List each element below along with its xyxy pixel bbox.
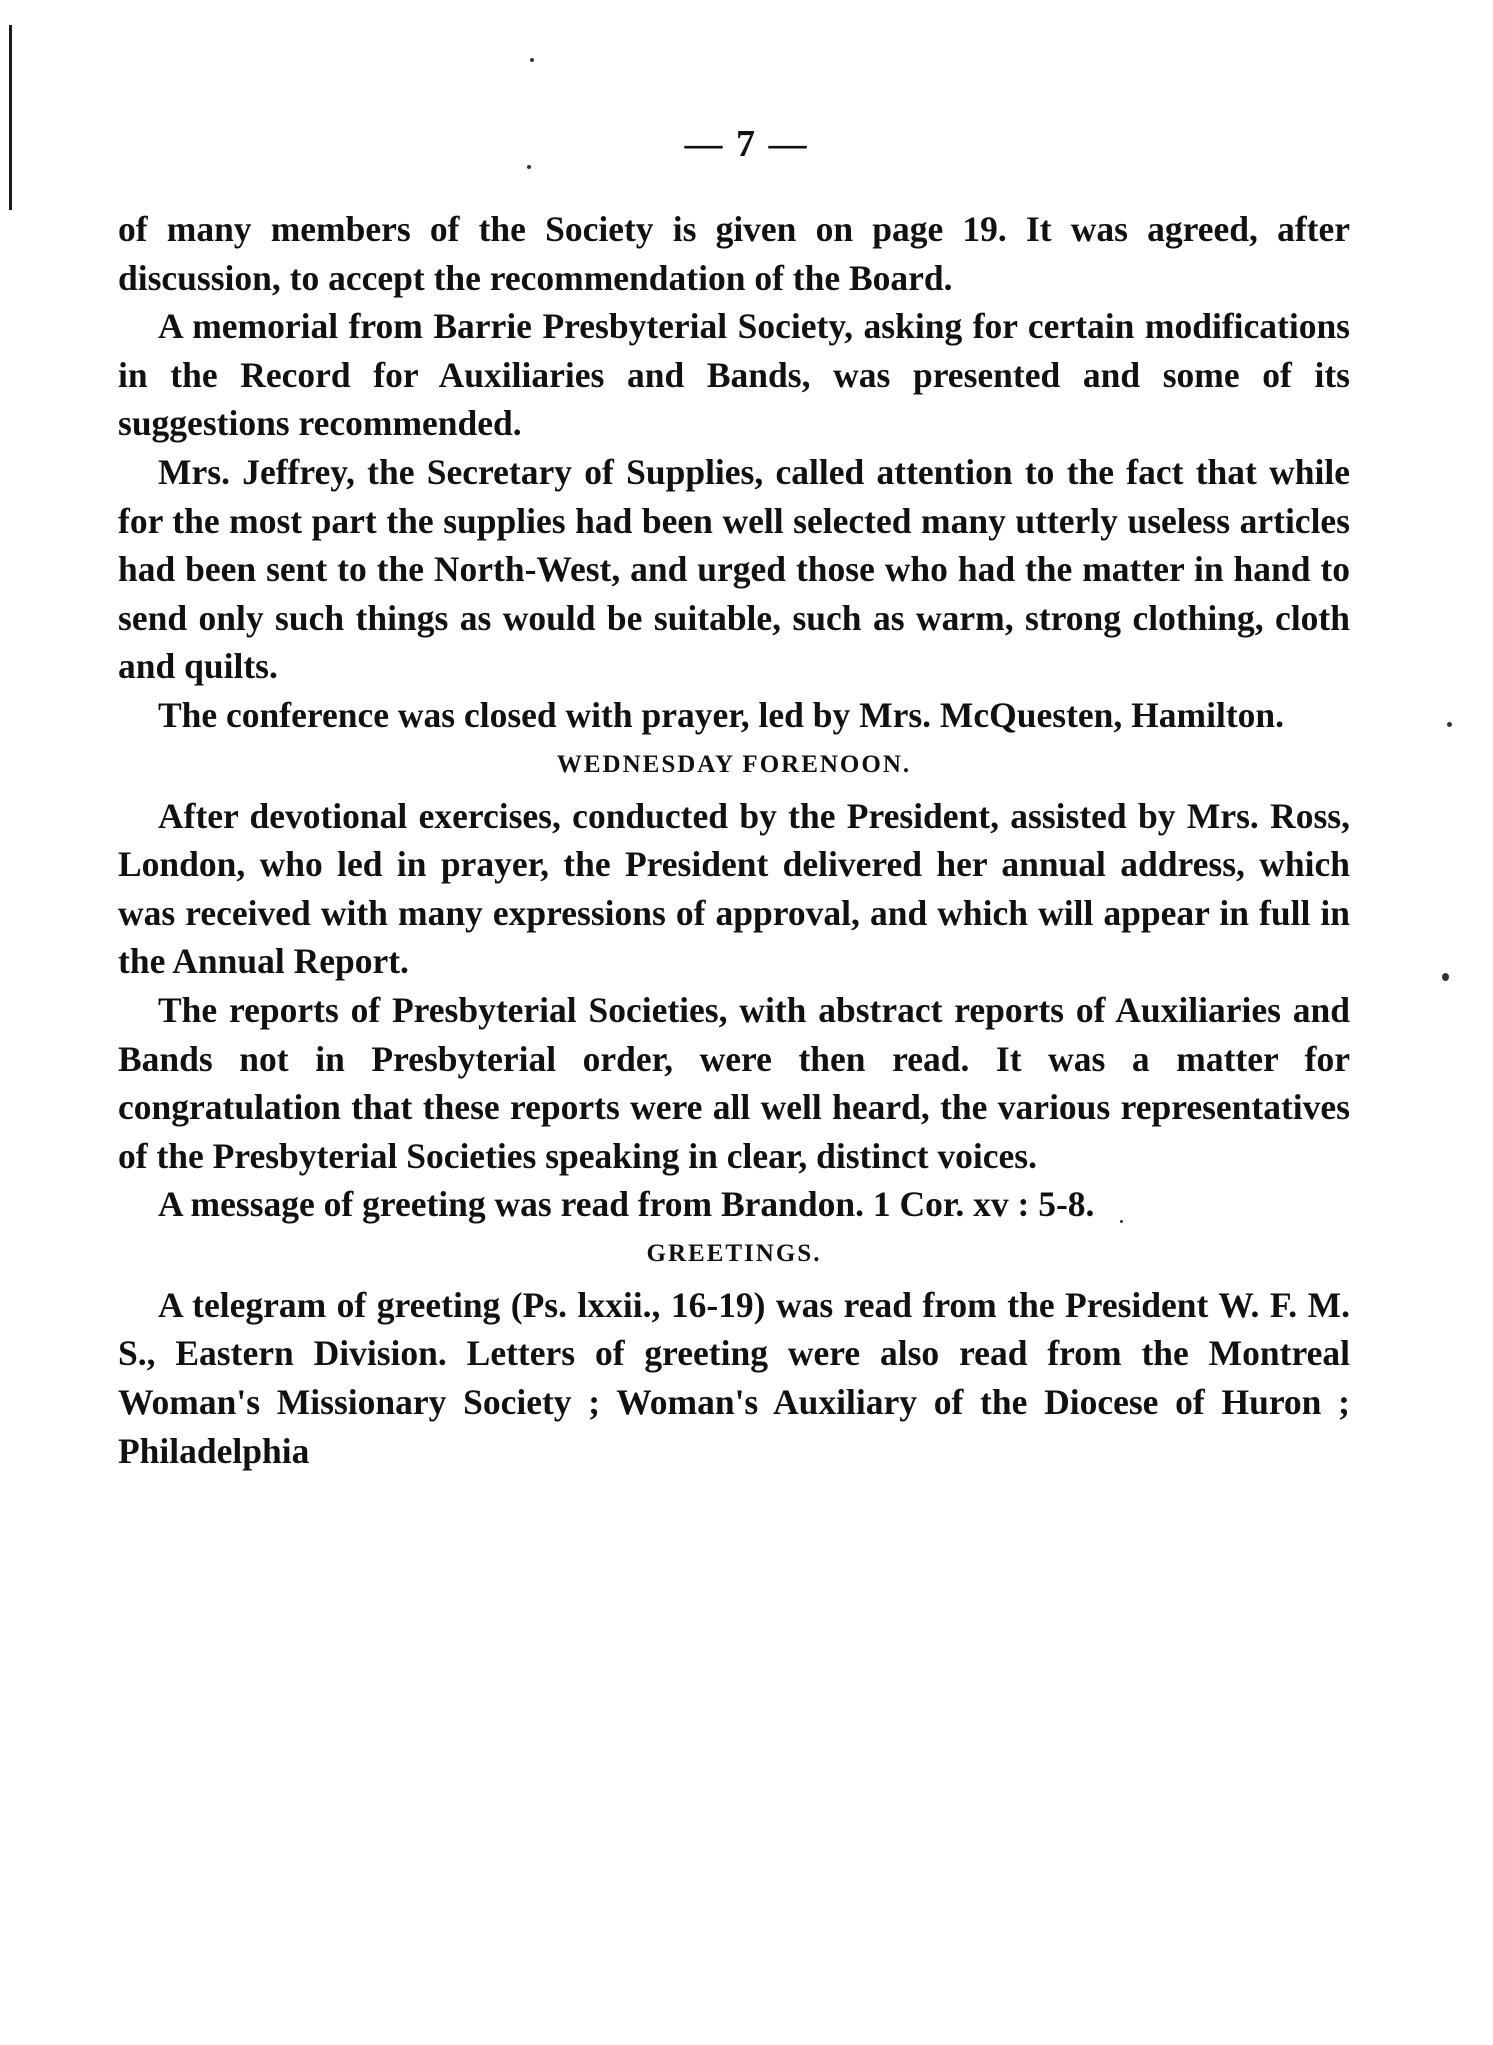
paragraph: Mrs. Jeffrey, the Secretary of Supplies, called attention to the fact that while for the most part the supplies had been well selected many utterly useless articles had been sent to the North-West, and urged those who had the matter in hand to send only such things as would be suitable, such as warm, strong clothing, cloth and quilts. bbox=[118, 451, 1350, 687]
section-heading-wednesday-forenoon: WEDNESDAY FORENOON. bbox=[556, 750, 912, 778]
paragraph: A telegram of greeting (Ps. lxxii., 16-19) was read from the President W. F. M. S., Eastern Division. Letters of greeting were also read from the Montreal Woman's Missionary Society ; Woman's Auxiliary of the Diocese of Huron ; Philadelphia bbox=[118, 1284, 1350, 1471]
margin-rule bbox=[9, 25, 12, 210]
paragraph: After devotional exercises, conducted by the President, assisted by Mrs. Ross, London, who led in prayer, the President delivered her annual address, which was received with many expressions of approval, and which will appear in full in the Annual Report. bbox=[118, 795, 1350, 982]
scan-speck bbox=[1447, 722, 1452, 727]
page-number: — 7 — bbox=[684, 123, 809, 165]
paragraph: The conference was closed with prayer, led by Mrs. McQuesten, Hamilton. bbox=[158, 694, 1285, 735]
paragraph: The reports of Presbyterial Societies, with abstract reports of Auxiliaries and Bands not in Presbyterial order, were then read. It was a matter for congratulation that these reports were all well heard, the various representatives of the Presbyterial Societies speaking in clear, distinct voices. bbox=[118, 989, 1350, 1176]
section-heading-greetings: GREETINGS. bbox=[646, 1239, 822, 1267]
scan-speck bbox=[1442, 973, 1449, 981]
paragraph: A memorial from Barrie Presbyterial Society, asking for certain modifications in the Record for Auxiliaries and Bands, was presented and some of its suggestions recommended. bbox=[118, 306, 1350, 444]
body-text bbox=[118, 205, 1350, 1475]
paragraph: of many members of the Society is given on page 19. It was agreed, after discussion, to accept the recommendation of the Board. bbox=[118, 209, 1350, 298]
scan-speck bbox=[530, 58, 534, 62]
paragraph: A message of greeting was read from Brandon. 1 Cor. xv : 5-8. bbox=[158, 1184, 1095, 1225]
